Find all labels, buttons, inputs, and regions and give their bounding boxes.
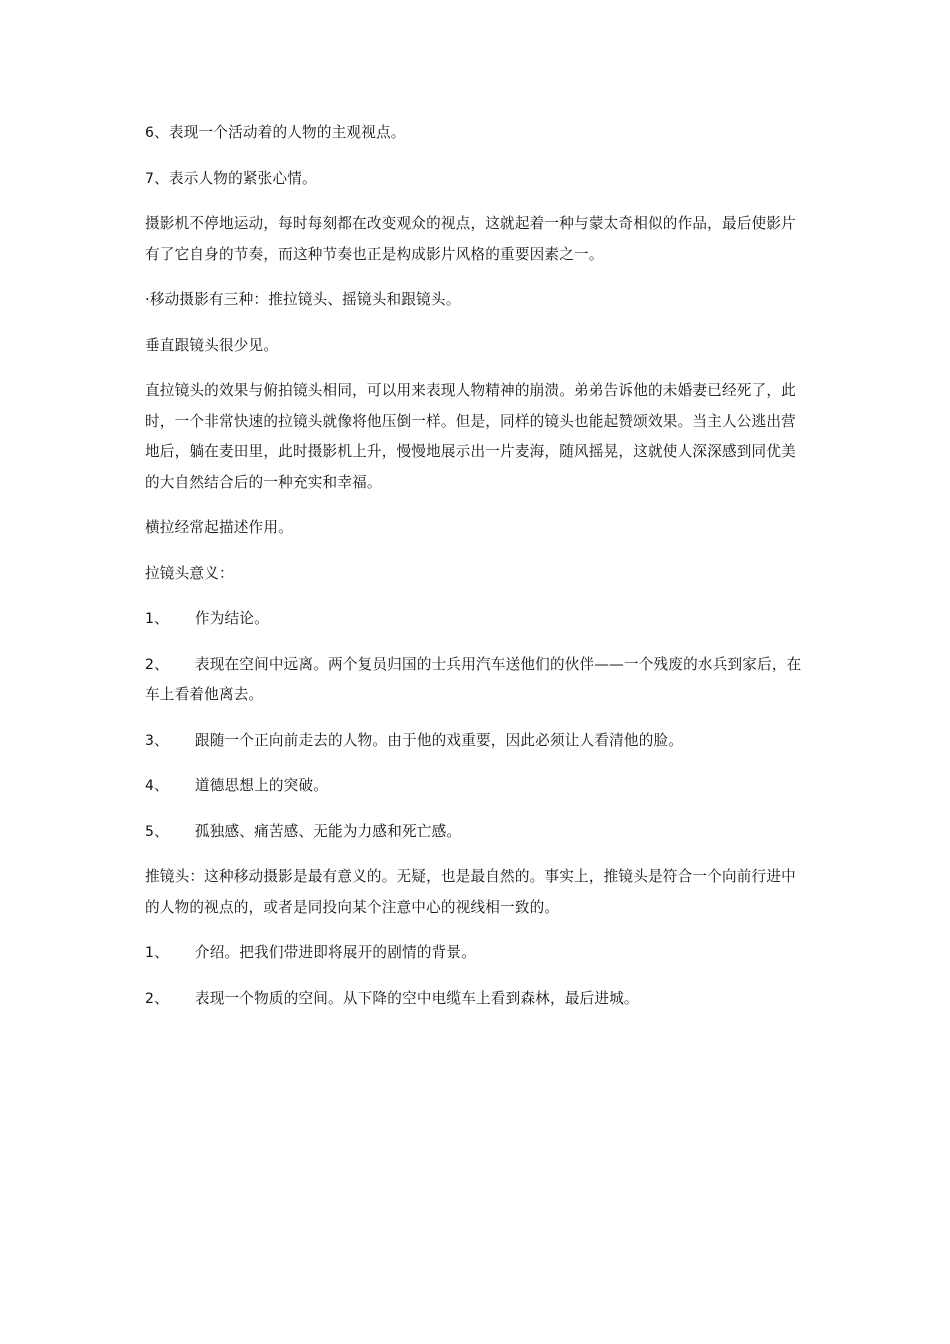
paragraph-text: 、表示人物的紧张心情。	[154, 169, 317, 187]
paragraph-text: 横拉经常起描述作用。	[145, 519, 293, 536]
paragraph-text: ·移动摄影有三种：推拉镜头、摇镜头和跟镜头。	[145, 291, 461, 308]
list-item	[145, 938, 810, 969]
paragraph	[145, 209, 810, 270]
paragraph-text: 、表现一个活动着的人物的主观视点。	[154, 124, 406, 141]
list-item	[145, 817, 810, 848]
paragraph	[145, 285, 810, 316]
list-separator: 、	[154, 944, 169, 961]
list-item	[145, 164, 810, 195]
list-item	[145, 771, 810, 802]
list-number: 1	[145, 945, 155, 961]
list-number: 5	[145, 823, 155, 840]
paragraph-text: 介绍。把我们带进即将展开的剧情的背景。	[194, 944, 476, 961]
paragraph	[145, 862, 810, 923]
list-number: 7	[145, 170, 155, 187]
list-separator: 、	[154, 655, 169, 673]
list-number: 6	[145, 125, 155, 141]
paragraph-text: 表现在空间中远离。两个复员归国的士兵用汽车送他们的伙伴——一个残废的水兵到家后，在车上看着他离去。	[145, 655, 802, 703]
list-item	[145, 118, 810, 149]
list-item	[145, 984, 810, 1015]
list-separator: 、	[154, 777, 169, 794]
list-number: 4	[145, 778, 155, 794]
paragraph-text: 直拉镜头的效果与俯拍镜头相同，可以用来表现人物精神的崩溃。弟弟告诉他的未婚妻已经死了，此时，一个非常快速的拉镜头就像将他压倒一样。但是，同样的镜头也能起赞颂效果。当主人公逃出营地后，躺在麦田里，此时摄影机上升，慢慢地展示出一片麦海，随风摇晃，这就使人深深感到同优美的大自然结合后的一种充实和幸福。	[145, 382, 796, 491]
paragraph	[145, 376, 810, 498]
paragraph-text: 道德思想上的突破。	[194, 777, 329, 794]
list-number: 2	[145, 990, 155, 1007]
list-number: 1	[145, 611, 155, 627]
paragraph-text: 表现一个物质的空间。从下降的空中电缆车上看到森林，最后进城。	[194, 989, 639, 1007]
list-separator: 、	[154, 610, 169, 627]
paragraph	[145, 559, 810, 590]
document-page	[145, 118, 810, 1029]
paragraph-text: 拉镜头意义：	[145, 564, 234, 582]
list-item	[145, 650, 810, 711]
list-separator: 、	[154, 989, 169, 1007]
list-item	[145, 726, 810, 757]
paragraph-text: 摄影机不停地运动，每时每刻都在改变观众的视点，这就起着一种与蒙太奇相似的作品，最后使影片有了它自身的节奏，而这种节奏也正是构成影片风格的重要因素之一。	[145, 215, 796, 263]
paragraph-text: 垂直跟镜头很少见。	[145, 336, 279, 354]
list-separator: 、	[154, 822, 169, 840]
paragraph	[145, 513, 810, 544]
paragraph-text: 作为结论。	[194, 610, 269, 627]
paragraph-text: 跟随一个正向前走去的人物。由于他的戏重要，因此必须让人看清他的脸。	[194, 731, 684, 749]
list-item	[145, 604, 810, 635]
list-number: 2	[145, 656, 155, 673]
paragraph-text: 推镜头：这种移动摄影是最有意义的。无疑，也是最自然的。事实上，推镜头是符合一个向前行进中的人物的视点的，或者是同投向某个注意中心的视线相一致的。	[145, 868, 796, 916]
list-separator: 、	[154, 731, 169, 749]
list-number: 3	[145, 732, 155, 749]
paragraph-text: 孤独感、痛苦感、无能为力感和死亡感。	[194, 822, 462, 840]
paragraph	[145, 331, 810, 362]
